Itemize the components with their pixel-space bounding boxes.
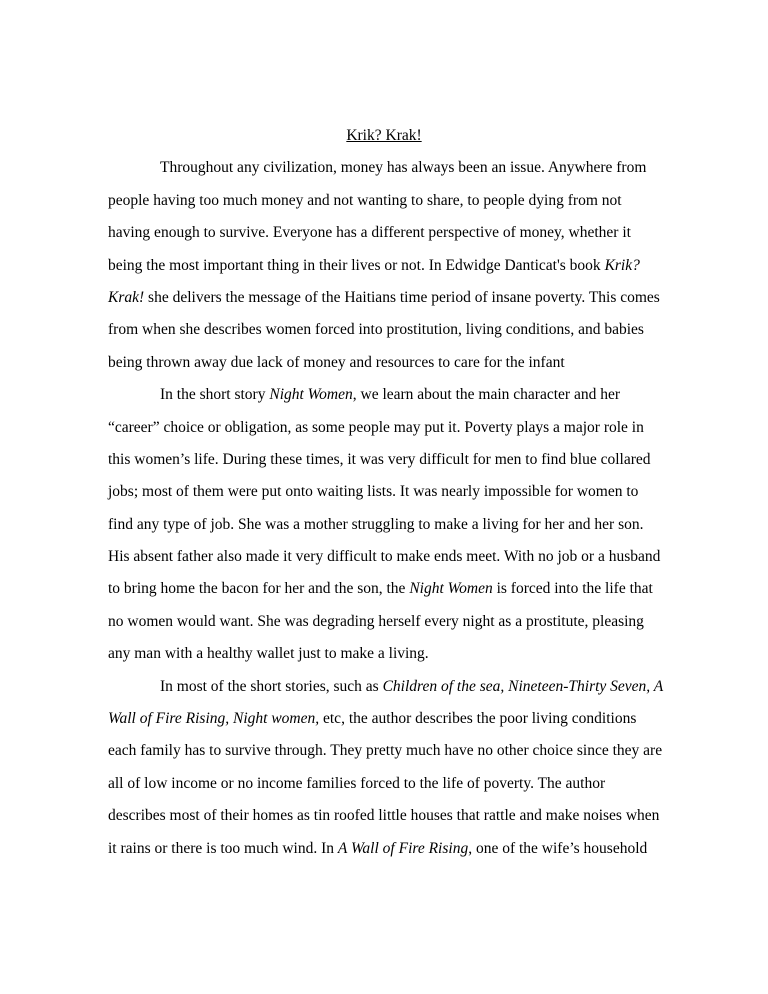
text-line — [108, 833, 660, 865]
text-line — [108, 217, 660, 249]
text-line — [108, 444, 660, 476]
text-run: etc, the author describes the poor living conditions — [319, 710, 637, 728]
italic-title-text: Krak! — [108, 288, 145, 306]
italic-title-text: Night Women — [269, 386, 353, 404]
text-run: people having too much money and not wanting to share, to people dying from not — [108, 191, 622, 209]
text-run: describes most of their homes as tin roofed little houses that rattle and make noises when — [108, 807, 660, 825]
italic-title-text: A Wall of Fire Rising — [337, 839, 469, 857]
essay-body — [108, 120, 664, 865]
text-line — [108, 541, 660, 573]
paragraph — [108, 671, 664, 865]
text-run: to bring home the bacon for her and the son, the — [108, 580, 410, 598]
text-line — [108, 638, 660, 670]
text-run: , we learn about the main character and her — [352, 386, 620, 404]
text-run: it rains or there is too much wind. In — [108, 839, 338, 857]
text-line — [108, 282, 660, 314]
text-run: being thrown away due lack of money and resources to care for the infant — [108, 353, 565, 371]
text-run: from when she describes women forced into prostitution, living conditions, and babies — [108, 321, 644, 339]
text-run: this women’s life. During these times, it was very difficult for men to find blue collared — [108, 450, 651, 468]
text-line — [108, 185, 660, 217]
text-line — [108, 412, 660, 444]
text-line — [108, 800, 660, 832]
paragraph — [108, 152, 660, 379]
text-line — [108, 768, 660, 800]
italic-title-text: Children of the sea, Nineteen-Thirty Seven, A — [382, 677, 664, 695]
text-run: being the most important thing in their lives or not. In Edwidge Danticat's book — [108, 256, 605, 274]
text-line — [108, 509, 660, 541]
text-line — [108, 476, 660, 508]
text-run: “career” choice or obligation, as some people may put it. Poverty plays a major role in — [108, 418, 644, 436]
text-run: no women would want. She was degrading herself every night as a prostitute, pleasing — [108, 612, 644, 630]
text-run: In most of the short stories, such as — [160, 677, 383, 695]
text-line — [108, 347, 660, 379]
text-run: is forced into the life that — [492, 580, 653, 598]
essay-title: Krik? Krak! — [346, 127, 422, 144]
text-line — [108, 735, 663, 767]
text-run: she delivers the message of the Haitians time period of insane poverty. This comes — [144, 288, 660, 306]
text-run: Throughout any civilization, money has always been an issue. Anywhere from — [160, 159, 647, 177]
text-run: each family has to survive through. They pretty much have no other choice since they are — [108, 742, 663, 760]
text-run: find any type of job. She was a mother struggling to make a living for her and her son. — [108, 515, 644, 533]
text-run: jobs; most of them were put onto waiting lists. It was nearly impossible for women to — [108, 483, 639, 501]
italic-title-text: Wall of Fire Rising, Night women, — [108, 710, 320, 728]
text-line — [108, 573, 660, 605]
text-run: having enough to survive. Everyone has a different perspective of money, whether it — [108, 224, 631, 242]
text-run: , one of the wife’s household — [468, 839, 648, 857]
text-line — [108, 250, 660, 282]
italic-title-text: Night Women — [409, 580, 493, 598]
text-run: all of low income or no income families forced to the life of poverty. The author — [108, 774, 606, 792]
text-line — [108, 379, 660, 411]
text-line — [108, 606, 660, 638]
text-line — [108, 314, 660, 346]
text-run: any man with a healthy wallet just to make a living. — [108, 645, 429, 663]
italic-title-text: Krik? — [604, 256, 640, 274]
text-run: His absent father also made it very difficult to make ends meet. With no job or a husband — [108, 548, 661, 566]
text-line — [108, 671, 664, 703]
paragraph — [108, 379, 660, 671]
text-run: In the short story — [160, 386, 270, 404]
text-line — [108, 152, 660, 184]
text-line — [108, 703, 660, 735]
paragraph-container — [108, 152, 664, 865]
